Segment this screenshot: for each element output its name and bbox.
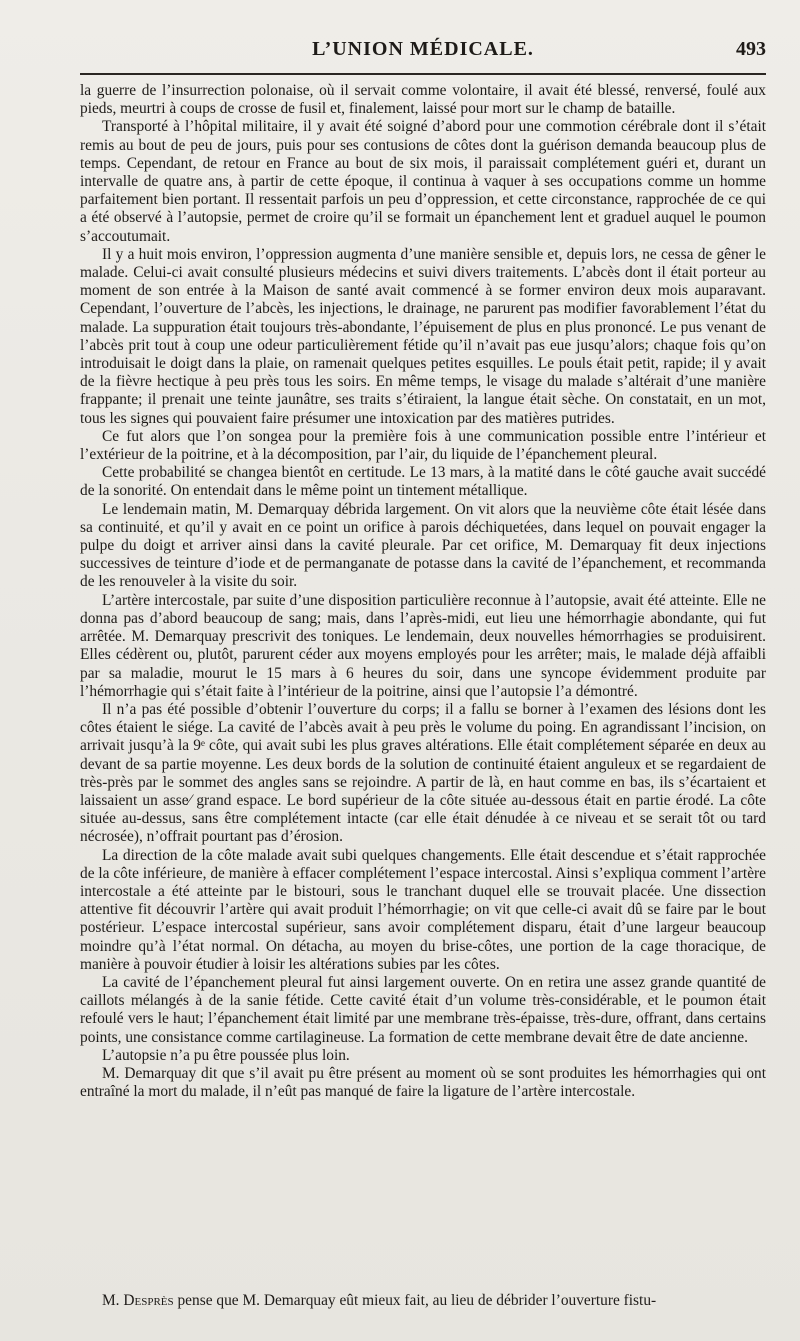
header-rule bbox=[80, 73, 766, 75]
paragraph: Il y a huit mois environ, l’oppression augmenta d’une manière sensible et, depuis lors, ne cessa de gêner le malade. Celui-ci avait consulté plusieurs médecins et suivi divers traitements. L’abcès dont il était porteur au moment de son entrée à la Maison de santé avait commencé à se former environ deux mois auparavant. Cependant, l’ouverture de l’abcès, les injections, le drainage, ne parurent pas modifier favorablement l’état du malade. La suppuration était toujours très-abondante, l’épuisement de plus en plus prononcé. Le pus venant de l’abcès prit tout à coup une odeur particulièrement fétide qu’il n’avait pas eue jusqu’alors; chaque fois qu’on introduisait le doigt dans la plaie, on ramenait quelques petites esquilles. Le pouls était petit, rapide; il y avait de la fièvre hectique à peu près tous les soirs. En même temps, le visage du malade s’altérait d’une manière frappante; il prenait une teinte jaunâtre, ses traits s’étiraient, la langue était sèche. On constatait, en un mot, tous les signes qui pouvaient faire présumer une intoxication par des matières putrides. bbox=[80, 245, 766, 427]
paragraph: la guerre de l’insurrection polonaise, où il servait comme volontaire, il avait été blessé, renversé, foulé aux pieds, meurtri à coups de crosse de fusil et, finalement, laissé pour mort sur le champ de bataille. bbox=[80, 82, 766, 118]
paragraph: Cette probabilité se changea bientôt en certitude. Le 13 mars, à la matité dans le côté gauche avait succédé de la sonorité. On entendait dans le même point un tintement métallique. bbox=[80, 464, 766, 500]
paragraph: L’artère intercostale, par suite d’une disposition particulière reconnue à l’autopsie, avait été atteinte. Elle ne donna pas d’abord beaucoup de sang; mais, dans l’après-midi, eut lieu une hémorrhagie abondante, qui fut arrêtée. M. Demarquay prescrivit des toniques. Le lendemain, deux nouvelles hémorrhagies se produisirent. Elles cédèrent ou, plutôt, parurent céder aux moyens employés pour les arrêter; mais, le malade déjà affaibli par sa maladie, mourut le 15 mars à 6 heures du soir, dans une syncope évidemment produite par l’hémorrhagie qui s’était faite à l’intérieur de la poitrine, ainsi que l’autopsie l’a démontré. bbox=[80, 591, 766, 700]
paragraph: Ce fut alors que l’on songea pour la première fois à une communication possible entre l’intérieur et l’extérieur de la poitrine, et à la décomposition, par l’air, du liquide de l’épanchement pleural. bbox=[80, 427, 766, 464]
body-text bbox=[80, 82, 766, 1101]
paragraph: L’autopsie n’a pu être poussée plus loin. bbox=[102, 1046, 350, 1064]
running-title: L’UNION MÉDICALE. bbox=[312, 38, 534, 60]
paragraph: M. Demarquay dit que s’il avait pu être présent au moment où se sont produites les hémorrhagies qui ont entraîné la mort du malade, il n’eût pas manqué de faire la ligature de l’artère intercostale. bbox=[80, 1064, 766, 1101]
page-header bbox=[80, 38, 766, 68]
paragraph: Le lendemain matin, M. Demarquay débrida largement. On vit alors que la neuvième côte était lésée dans sa continuité, et qu’il y avait en ce point un orifice à parois déchiquetées, dans lequel on pouvait engager la pulpe du doigt et arriver ainsi dans la cavité pleurale. Par cet orifice, M. Demarquay fit deux injections successives de teinture d’iode et de permanganate de potasse dans la cavité de l’épanchement, et recommanda de les renouveler à la visite du soir. bbox=[80, 500, 766, 591]
paragraph: La direction de la côte malade avait subi quelques changements. Elle était descendue et s’était rapprochée de la côte inférieure, de manière à effacer complétement l’espace intercostal. Ainsi s’expliqua comment l’artère intercostale a été atteinte par le bistouri, sous le tranchant duquel elle se trouvait placée. Une dissection attentive fit découvrir l’artère qui avait produit l’hémorrhagie; on vit que celle-ci avait dû se faire par le bout postérieur. L’espace intercostal supérieur, sans avoir complétement disparu, était d’une largeur beaucoup moindre qu’à l’état normal. On détacha, au moyen du brise-côtes, une portion de la cage thoracique, de manière à pouvoir étudier à loisir les altérations subies par les côtes. bbox=[80, 846, 766, 973]
paragraph: Transporté à l’hôpital militaire, il y avait été soigné d’abord pour une commotion cérébrale dont il s’était remis au bout de peu de jours, puis pour ses contusions de côtes dont la guérison demanda beaucoup plus de temps. Cependant, de retour en France au bout de six mois, il paraissait complétement guéri et, durant un intervalle de quatre ans, à partir de cette époque, il continua à vaquer à ses occupations comme un homme parfaitement bien portant. Il ressentait parfois un peu d’oppression, et cette circonstance, rapprochée de ce qui a été observé à l’autopsie, permet de croire qu’il se formait un épanchement lent et graduel auquel le poumon s’accoutumait. bbox=[80, 118, 766, 245]
page-number: 493 bbox=[736, 38, 766, 60]
speaker-prefix: M. bbox=[102, 1292, 124, 1309]
paragraph-last-text: pense que M. Demarquay eût mieux fait, au lieu de débrider l’ouverture fistu- bbox=[173, 1292, 657, 1309]
paragraph-last bbox=[80, 1292, 766, 1310]
speaker-name: Desprès bbox=[123, 1292, 174, 1309]
paragraph: La cavité de l’épanchement pleural fut ainsi largement ouverte. On en retira une assez grande quantité de caillots mélangés à de la sanie fétide. Cette cavité était d’un volume très-considérable, et le poumon était refoulé vers le haut; l’épanchement était limité par une membrane très-épaisse, très-dure, offrant, dans certains points, une consistance comme cartilagineuse. La formation de cette membrane devait être de date ancienne. bbox=[80, 973, 766, 1046]
paragraph: Il n’a pas été possible d’obtenir l’ouverture du corps; il a fallu se borner à l’examen des lésions dont les côtes étaient le siége. La cavité de l’abcès avait à peu près le volume du poing. En agrandissant l’incision, on arrivait jusqu’à la 9ᵉ côte, qui avait subi les plus graves altérations. Elle était complétement séparée en deux au devant de sa partie moyenne. Les deux bords de la solution de continuité étaient anguleux et se regardaient de très-près par le sommet des angles sans se rejoindre. A partir de là, en haut comme en bas, ils s’écartaient et laissaient un asse⁄ grand espace. Le bord supérieur de la côte située au-dessous était en partie érodé. La côte située au-dessus, sans être complétement intacte (car elle était dénudée à ce niveau et se serait tôt ou tard nécrosée), n’offrait pourtant pas d’érosion. bbox=[80, 700, 766, 846]
